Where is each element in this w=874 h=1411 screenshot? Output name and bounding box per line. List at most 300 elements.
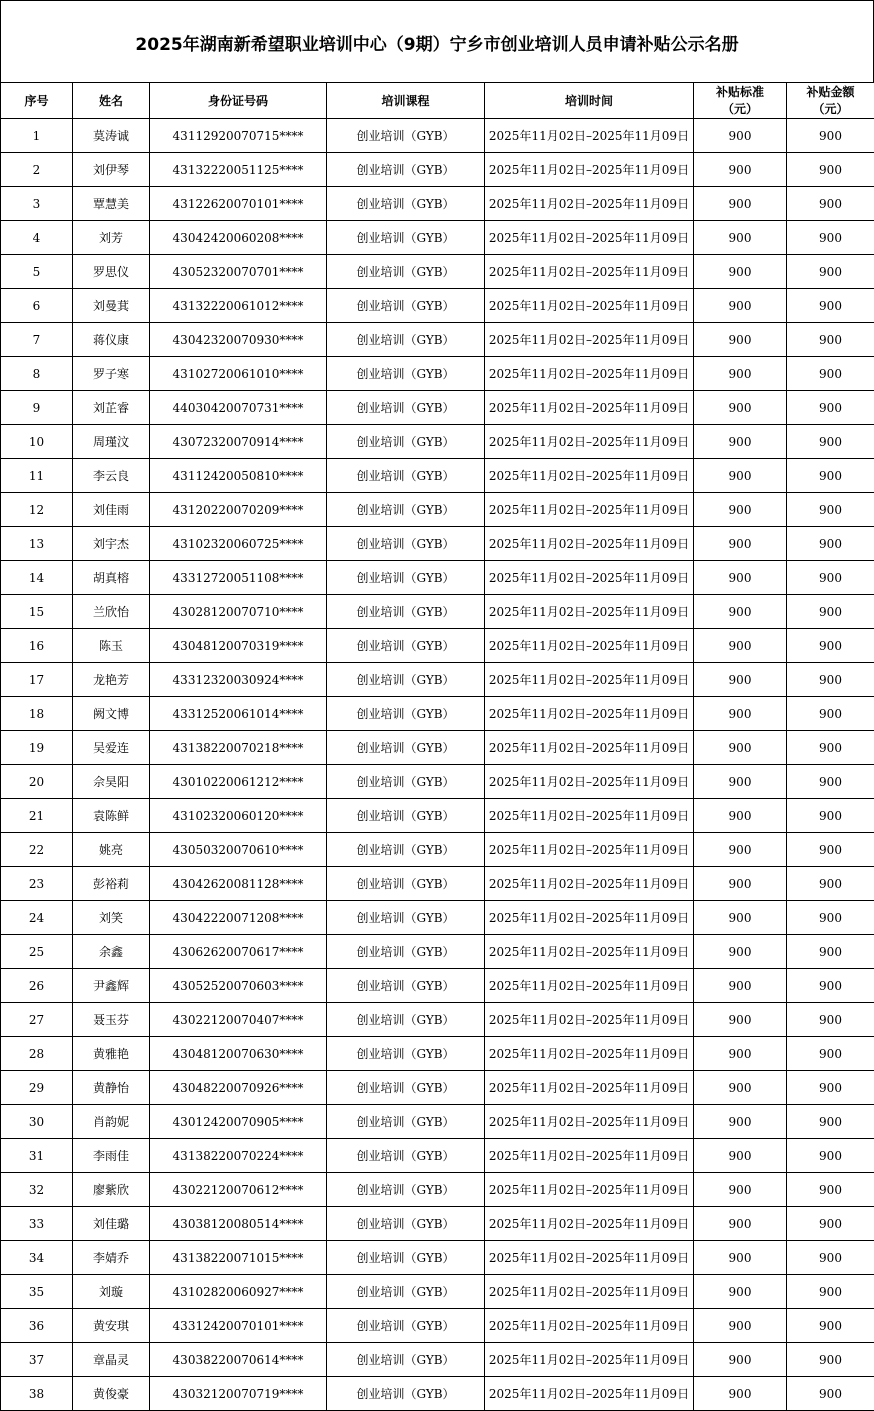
cell-period: 2025年11月02日–2025年11月09日 [485,833,694,867]
cell-standard: 900 [694,1377,787,1411]
cell-id-card: 43028120070710**** [150,595,327,629]
cell-period: 2025年11月02日–2025年11月09日 [485,1037,694,1071]
cell-id-card: 43062620070617**** [150,935,327,969]
cell-standard: 900 [694,765,787,799]
cell-standard: 900 [694,901,787,935]
cell-standard: 900 [694,799,787,833]
cell-id-card: 43312420070101**** [150,1309,327,1343]
cell-id-card: 43042620081128**** [150,867,327,901]
table-row [1,221,874,255]
header-amount-line2: （元） [812,101,849,116]
cell-index: 8 [1,357,73,391]
cell-amount: 900 [787,765,874,799]
cell-course: 创业培训（GYB） [327,833,485,867]
cell-id-card: 43312720051108**** [150,561,327,595]
cell-period: 2025年11月02日–2025年11月09日 [485,1003,694,1037]
cell-course: 创业培训（GYB） [327,425,485,459]
cell-index: 7 [1,323,73,357]
cell-name: 彭裕莉 [73,867,150,901]
cell-name: 刘佳璐 [73,1207,150,1241]
cell-id-card: 43312520061014**** [150,697,327,731]
cell-standard: 900 [694,323,787,357]
cell-standard: 900 [694,187,787,221]
cell-course: 创业培训（GYB） [327,391,485,425]
cell-index: 12 [1,493,73,527]
cell-index: 34 [1,1241,73,1275]
cell-course: 创业培训（GYB） [327,697,485,731]
table-row [1,255,874,289]
cell-standard: 900 [694,119,787,153]
cell-name: 聂玉芬 [73,1003,150,1037]
table-row [1,1309,874,1343]
cell-index: 14 [1,561,73,595]
cell-period: 2025年11月02日–2025年11月09日 [485,799,694,833]
cell-id-card: 43042420060208**** [150,221,327,255]
cell-period: 2025年11月02日–2025年11月09日 [485,119,694,153]
cell-course: 创业培训（GYB） [327,527,485,561]
table-row [1,935,874,969]
cell-standard: 900 [694,867,787,901]
cell-standard: 900 [694,255,787,289]
cell-name: 余鑫 [73,935,150,969]
cell-name: 陈玉 [73,629,150,663]
table-row [1,833,874,867]
cell-course: 创业培训（GYB） [327,187,485,221]
cell-name: 刘笑 [73,901,150,935]
cell-amount: 900 [787,153,874,187]
cell-amount: 900 [787,493,874,527]
cell-name: 李云良 [73,459,150,493]
table-row [1,187,874,221]
cell-index: 28 [1,1037,73,1071]
cell-period: 2025年11月02日–2025年11月09日 [485,459,694,493]
cell-index: 37 [1,1343,73,1377]
cell-id-card: 43102320060725**** [150,527,327,561]
cell-index: 13 [1,527,73,561]
cell-course: 创业培训（GYB） [327,493,485,527]
cell-period: 2025年11月02日–2025年11月09日 [485,629,694,663]
cell-period: 2025年11月02日–2025年11月09日 [485,1207,694,1241]
cell-amount: 900 [787,119,874,153]
cell-standard: 900 [694,935,787,969]
table-row [1,1037,874,1071]
cell-amount: 900 [787,697,874,731]
cell-course: 创业培训（GYB） [327,1071,485,1105]
cell-index: 10 [1,425,73,459]
cell-index: 31 [1,1139,73,1173]
cell-amount: 900 [787,391,874,425]
cell-standard: 900 [694,221,787,255]
header-amount-line1: 补贴金额 [806,84,855,99]
cell-index: 22 [1,833,73,867]
document-title: 2025年湖南新希望职业培训中心（9期）宁乡市创业培训人员申请补贴公示名册 [0,0,874,83]
cell-amount: 900 [787,459,874,493]
cell-index: 16 [1,629,73,663]
cell-course: 创业培训（GYB） [327,221,485,255]
cell-index: 21 [1,799,73,833]
cell-period: 2025年11月02日–2025年11月09日 [485,1309,694,1343]
cell-period: 2025年11月02日–2025年11月09日 [485,1071,694,1105]
cell-id-card: 43120220070209**** [150,493,327,527]
cell-index: 20 [1,765,73,799]
cell-index: 33 [1,1207,73,1241]
cell-standard: 900 [694,1343,787,1377]
table-row [1,663,874,697]
header-standard-line2: （元） [721,101,758,116]
cell-id-card: 43038220070614**** [150,1343,327,1377]
cell-course: 创业培训（GYB） [327,1309,485,1343]
cell-amount: 900 [787,1105,874,1139]
cell-index: 24 [1,901,73,935]
cell-amount: 900 [787,1275,874,1309]
cell-period: 2025年11月02日–2025年11月09日 [485,731,694,765]
cell-amount: 900 [787,731,874,765]
table-body [1,119,874,1411]
cell-standard: 900 [694,493,787,527]
cell-index: 38 [1,1377,73,1411]
cell-standard: 900 [694,1207,787,1241]
cell-name: 刘宇杰 [73,527,150,561]
cell-amount: 900 [787,527,874,561]
cell-amount: 900 [787,323,874,357]
cell-id-card: 43052520070603**** [150,969,327,1003]
cell-period: 2025年11月02日–2025年11月09日 [485,1377,694,1411]
cell-standard: 900 [694,1173,787,1207]
cell-period: 2025年11月02日–2025年11月09日 [485,561,694,595]
cell-index: 9 [1,391,73,425]
cell-index: 18 [1,697,73,731]
cell-period: 2025年11月02日–2025年11月09日 [485,697,694,731]
cell-index: 11 [1,459,73,493]
cell-course: 创业培训（GYB） [327,1343,485,1377]
cell-period: 2025年11月02日–2025年11月09日 [485,1173,694,1207]
cell-name: 袁陈鲜 [73,799,150,833]
cell-course: 创业培训（GYB） [327,561,485,595]
header-course: 培训课程 [327,83,485,119]
cell-period: 2025年11月02日–2025年11月09日 [485,1343,694,1377]
cell-id-card: 43042220071208**** [150,901,327,935]
table-row [1,527,874,561]
cell-course: 创业培训（GYB） [327,323,485,357]
cell-period: 2025年11月02日–2025年11月09日 [485,663,694,697]
cell-standard: 900 [694,561,787,595]
cell-name: 刘曼萁 [73,289,150,323]
cell-course: 创业培训（GYB） [327,1207,485,1241]
cell-index: 32 [1,1173,73,1207]
cell-index: 4 [1,221,73,255]
header-standard [694,83,787,119]
cell-index: 36 [1,1309,73,1343]
cell-id-card: 43032120070719**** [150,1377,327,1411]
cell-id-card: 43048120070319**** [150,629,327,663]
cell-name: 刘伊琴 [73,153,150,187]
cell-amount: 900 [787,255,874,289]
cell-name: 吴爱连 [73,731,150,765]
table-row [1,629,874,663]
cell-course: 创业培训（GYB） [327,1173,485,1207]
cell-id-card: 43072320070914**** [150,425,327,459]
cell-id-card: 43012420070905**** [150,1105,327,1139]
cell-name: 罗思仪 [73,255,150,289]
table-row [1,595,874,629]
cell-id-card: 43038120080514**** [150,1207,327,1241]
cell-name: 莫涛诚 [73,119,150,153]
cell-index: 26 [1,969,73,1003]
cell-standard: 900 [694,697,787,731]
cell-index: 17 [1,663,73,697]
cell-name: 兰欣怡 [73,595,150,629]
cell-id-card: 43112420050810**** [150,459,327,493]
cell-id-card: 43050320070610**** [150,833,327,867]
cell-period: 2025年11月02日–2025年11月09日 [485,1241,694,1275]
cell-course: 创业培训（GYB） [327,901,485,935]
cell-period: 2025年11月02日–2025年11月09日 [485,867,694,901]
cell-name: 刘佳雨 [73,493,150,527]
cell-amount: 900 [787,1241,874,1275]
cell-index: 23 [1,867,73,901]
cell-standard: 900 [694,459,787,493]
cell-course: 创业培训（GYB） [327,1139,485,1173]
cell-index: 15 [1,595,73,629]
cell-id-card: 43010220061212**** [150,765,327,799]
cell-id-card: 43042320070930**** [150,323,327,357]
cell-period: 2025年11月02日–2025年11月09日 [485,527,694,561]
cell-standard: 900 [694,357,787,391]
table-row [1,1139,874,1173]
table-row [1,425,874,459]
cell-standard: 900 [694,391,787,425]
cell-index: 6 [1,289,73,323]
cell-period: 2025年11月02日–2025年11月09日 [485,1139,694,1173]
cell-name: 肖韵妮 [73,1105,150,1139]
cell-standard: 900 [694,1309,787,1343]
cell-standard: 900 [694,1071,787,1105]
cell-standard: 900 [694,1275,787,1309]
cell-course: 创业培训（GYB） [327,935,485,969]
table-row [1,1003,874,1037]
cell-amount: 900 [787,1343,874,1377]
cell-course: 创业培训（GYB） [327,595,485,629]
table-row [1,765,874,799]
cell-name: 章晶灵 [73,1343,150,1377]
cell-id-card: 43102720061010**** [150,357,327,391]
header-id-card: 身份证号码 [150,83,327,119]
table-row [1,493,874,527]
cell-amount: 900 [787,833,874,867]
cell-id-card: 43312320030924**** [150,663,327,697]
cell-course: 创业培训（GYB） [327,153,485,187]
cell-course: 创业培训（GYB） [327,867,485,901]
cell-index: 27 [1,1003,73,1037]
table-row [1,799,874,833]
table-row [1,1173,874,1207]
cell-course: 创业培训（GYB） [327,969,485,1003]
cell-period: 2025年11月02日–2025年11月09日 [485,1105,694,1139]
cell-standard: 900 [694,1241,787,1275]
cell-course: 创业培训（GYB） [327,799,485,833]
cell-index: 2 [1,153,73,187]
cell-period: 2025年11月02日–2025年11月09日 [485,425,694,459]
cell-period: 2025年11月02日–2025年11月09日 [485,255,694,289]
cell-amount: 900 [787,901,874,935]
cell-index: 29 [1,1071,73,1105]
cell-course: 创业培训（GYB） [327,1003,485,1037]
cell-name: 刘璇 [73,1275,150,1309]
cell-standard: 900 [694,153,787,187]
cell-period: 2025年11月02日–2025年11月09日 [485,493,694,527]
cell-id-card: 43102320060120**** [150,799,327,833]
cell-amount: 900 [787,1377,874,1411]
cell-standard: 900 [694,731,787,765]
header-standard-line1: 补贴标准 [715,84,764,99]
table-row [1,459,874,493]
cell-name: 黄俊豪 [73,1377,150,1411]
cell-name: 蒋仪康 [73,323,150,357]
cell-index: 1 [1,119,73,153]
header-row [1,83,874,119]
table-row [1,1105,874,1139]
cell-id-card: 43022120070612**** [150,1173,327,1207]
table-row [1,1343,874,1377]
cell-index: 35 [1,1275,73,1309]
cell-id-card: 43048120070630**** [150,1037,327,1071]
cell-amount: 900 [787,187,874,221]
cell-course: 创业培训（GYB） [327,765,485,799]
table-header [1,83,874,119]
cell-id-card: 44030420070731**** [150,391,327,425]
table-row [1,1207,874,1241]
cell-amount: 900 [787,799,874,833]
cell-amount: 900 [787,561,874,595]
cell-amount: 900 [787,969,874,1003]
header-period: 培训时间 [485,83,694,119]
table-row [1,391,874,425]
cell-standard: 900 [694,595,787,629]
table-row [1,697,874,731]
cell-standard: 900 [694,969,787,1003]
table-row [1,901,874,935]
table-row [1,1275,874,1309]
table-row [1,153,874,187]
cell-name: 刘芳 [73,221,150,255]
cell-amount: 900 [787,221,874,255]
cell-amount: 900 [787,1207,874,1241]
cell-course: 创业培训（GYB） [327,1105,485,1139]
cell-standard: 900 [694,1037,787,1071]
cell-amount: 900 [787,935,874,969]
cell-name: 廖紫欣 [73,1173,150,1207]
cell-name: 黄安琪 [73,1309,150,1343]
cell-amount: 900 [787,1037,874,1071]
cell-course: 创业培训（GYB） [327,255,485,289]
cell-period: 2025年11月02日–2025年11月09日 [485,153,694,187]
cell-period: 2025年11月02日–2025年11月09日 [485,187,694,221]
cell-course: 创业培训（GYB） [327,459,485,493]
cell-index: 5 [1,255,73,289]
cell-id-card: 43122620070101**** [150,187,327,221]
table-row [1,119,874,153]
table-row [1,1241,874,1275]
cell-amount: 900 [787,289,874,323]
cell-course: 创业培训（GYB） [327,119,485,153]
table-row [1,323,874,357]
cell-name: 阙文博 [73,697,150,731]
cell-amount: 900 [787,425,874,459]
cell-amount: 900 [787,629,874,663]
cell-id-card: 43138220071015**** [150,1241,327,1275]
cell-name: 尹鑫辉 [73,969,150,1003]
cell-course: 创业培训（GYB） [327,1275,485,1309]
cell-period: 2025年11月02日–2025年11月09日 [485,969,694,1003]
cell-index: 30 [1,1105,73,1139]
cell-course: 创业培训（GYB） [327,1377,485,1411]
table-row [1,561,874,595]
cell-period: 2025年11月02日–2025年11月09日 [485,357,694,391]
cell-name: 李婧乔 [73,1241,150,1275]
cell-id-card: 43132220061012**** [150,289,327,323]
cell-period: 2025年11月02日–2025年11月09日 [485,901,694,935]
cell-standard: 900 [694,629,787,663]
cell-name: 罗子寒 [73,357,150,391]
cell-course: 创业培训（GYB） [327,1037,485,1071]
table-row [1,1377,874,1411]
cell-name: 黄雅艳 [73,1037,150,1071]
cell-period: 2025年11月02日–2025年11月09日 [485,391,694,425]
cell-name: 李雨佳 [73,1139,150,1173]
cell-id-card: 43132220051125**** [150,153,327,187]
cell-amount: 900 [787,357,874,391]
cell-standard: 900 [694,1105,787,1139]
cell-standard: 900 [694,1139,787,1173]
cell-course: 创业培训（GYB） [327,1241,485,1275]
table-row [1,969,874,1003]
cell-period: 2025年11月02日–2025年11月09日 [485,1275,694,1309]
table-row [1,289,874,323]
cell-index: 25 [1,935,73,969]
cell-id-card: 43112920070715**** [150,119,327,153]
subsidy-roster-table [0,82,874,1411]
cell-amount: 900 [787,1139,874,1173]
cell-name: 胡真榕 [73,561,150,595]
cell-index: 19 [1,731,73,765]
cell-amount: 900 [787,1309,874,1343]
cell-id-card: 43138220070224**** [150,1139,327,1173]
cell-period: 2025年11月02日–2025年11月09日 [485,765,694,799]
cell-amount: 900 [787,1003,874,1037]
cell-amount: 900 [787,663,874,697]
cell-standard: 900 [694,663,787,697]
cell-standard: 900 [694,833,787,867]
cell-period: 2025年11月02日–2025年11月09日 [485,323,694,357]
cell-standard: 900 [694,1003,787,1037]
cell-id-card: 43052320070701**** [150,255,327,289]
cell-name: 黄静怡 [73,1071,150,1105]
cell-course: 创业培训（GYB） [327,289,485,323]
cell-standard: 900 [694,425,787,459]
cell-name: 龙艳芳 [73,663,150,697]
cell-id-card: 43138220070218**** [150,731,327,765]
cell-course: 创业培训（GYB） [327,629,485,663]
cell-name: 佘昊阳 [73,765,150,799]
cell-name: 姚亮 [73,833,150,867]
cell-period: 2025年11月02日–2025年11月09日 [485,221,694,255]
cell-course: 创业培训（GYB） [327,357,485,391]
cell-period: 2025年11月02日–2025年11月09日 [485,595,694,629]
cell-id-card: 43022120070407**** [150,1003,327,1037]
cell-index: 3 [1,187,73,221]
cell-amount: 900 [787,595,874,629]
cell-id-card: 43048220070926**** [150,1071,327,1105]
